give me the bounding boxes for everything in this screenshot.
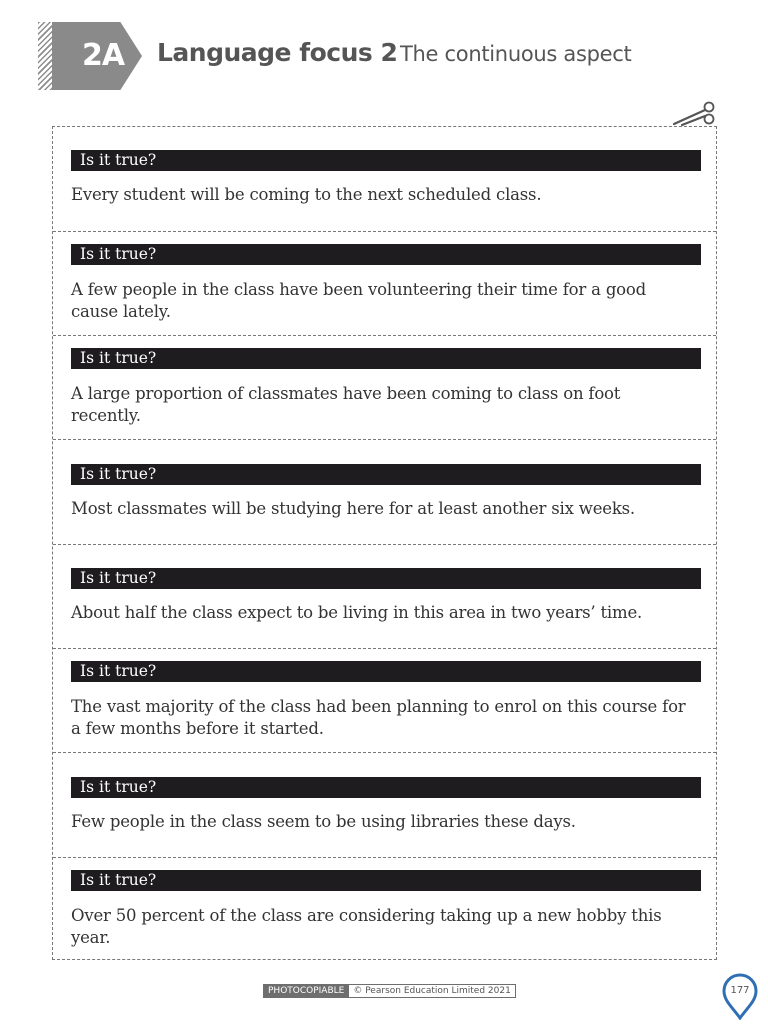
card-statement: Every student will be coming to the next scheduled class. bbox=[71, 185, 542, 204]
page-number: 177 bbox=[730, 985, 750, 996]
page-header bbox=[0, 0, 768, 100]
card-statement: Over 50 percent of the class are considering taking up a new hobby this year. bbox=[71, 906, 662, 947]
card-statement: A large proportion of classmates have been coming to class on foot recently. bbox=[71, 384, 621, 425]
card-label: Is it true? bbox=[71, 777, 701, 798]
card-label: Is it true? bbox=[71, 870, 701, 891]
card-3 bbox=[53, 335, 716, 439]
copyright-notice: © Pearson Education Limited 2021 bbox=[349, 984, 515, 998]
page-pin-icon bbox=[721, 972, 759, 1020]
card-statement: The vast majority of the class had been planning to enrol on this course for a few months before it started. bbox=[71, 697, 686, 738]
card-label: Is it true? bbox=[71, 464, 701, 485]
card-2 bbox=[53, 231, 716, 335]
card-statement: A few people in the class have been volunteering their time for a good cause lately. bbox=[71, 280, 647, 321]
card-label: Is it true? bbox=[71, 348, 701, 369]
card-statement: Most classmates will be studying here for at least another six weeks. bbox=[71, 499, 635, 518]
card-label: Is it true? bbox=[71, 661, 701, 682]
card-6 bbox=[53, 648, 716, 752]
page-title: Language focus 2 bbox=[157, 38, 398, 67]
page-footer bbox=[263, 984, 516, 998]
card-7 bbox=[53, 752, 716, 857]
photocopiable-tag: PHOTOCOPIABLE bbox=[263, 984, 349, 998]
card-label: Is it true? bbox=[71, 244, 701, 265]
card-label: Is it true? bbox=[71, 150, 701, 171]
card-1 bbox=[53, 127, 716, 231]
card-5 bbox=[53, 544, 716, 648]
card-8 bbox=[53, 857, 716, 959]
card-statement: Few people in the class seem to be using libraries these days. bbox=[71, 812, 576, 831]
scissors-icon bbox=[672, 98, 718, 128]
page-subtitle: The continuous aspect bbox=[400, 42, 632, 66]
card-statement: About half the class expect to be living in this area in two years’ time. bbox=[71, 603, 643, 622]
unit-code: 2A bbox=[82, 38, 125, 73]
card-sheet bbox=[52, 126, 717, 960]
card-label: Is it true? bbox=[71, 568, 701, 589]
card-4 bbox=[53, 439, 716, 544]
